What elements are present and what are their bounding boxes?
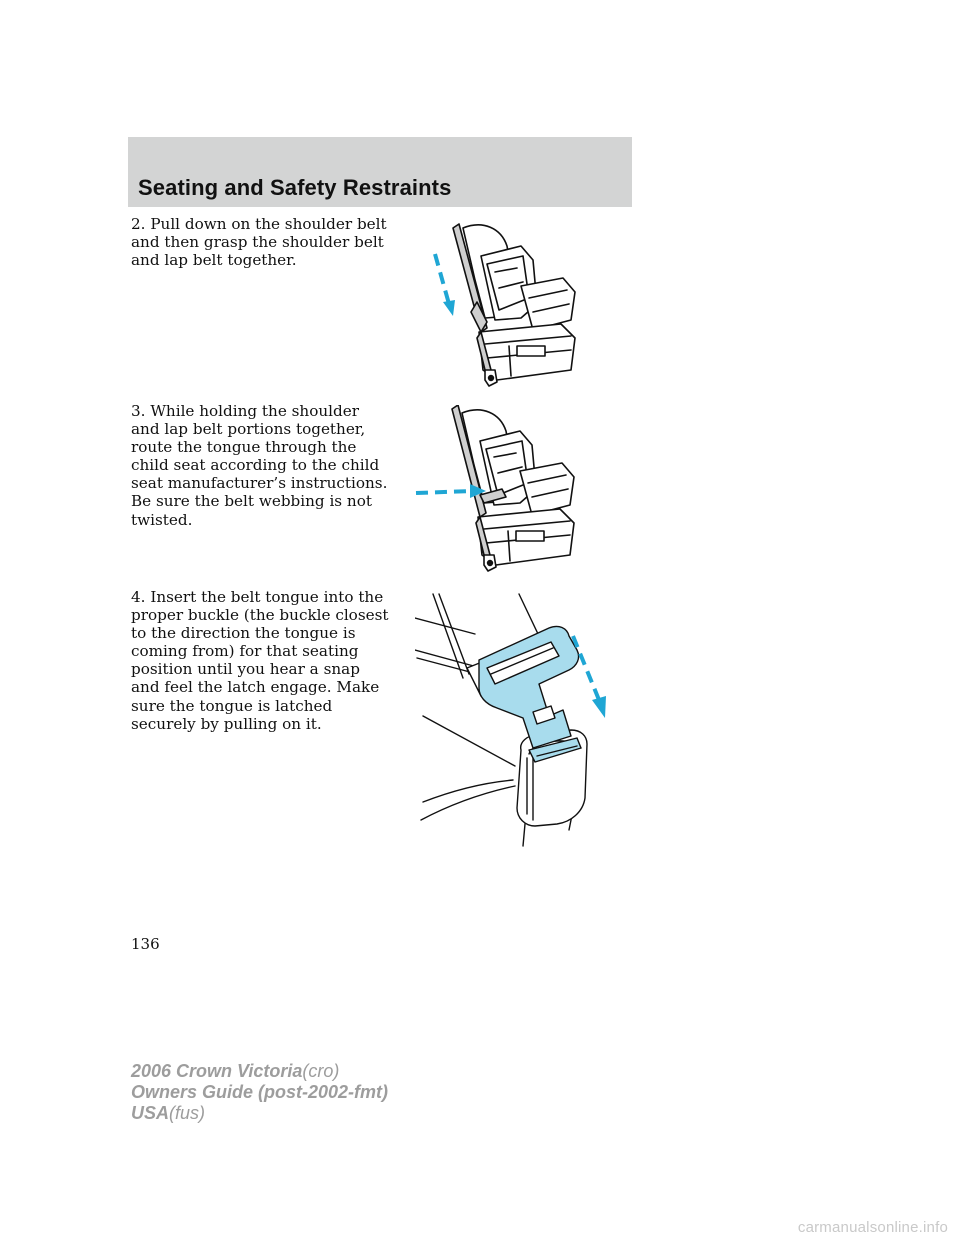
footer-market: USA bbox=[131, 1103, 170, 1123]
section-title: Seating and Safety Restraints bbox=[138, 175, 452, 200]
dashed-arrow-icon bbox=[573, 636, 606, 718]
step-3-text: 3. While holding the shoulder and lap belt portions together, route the tongue through the child seat according to the child seat manufacturer’s instructions. Be sure the belt webbing is not twisted. bbox=[131, 402, 388, 529]
dashed-arrow-icon bbox=[435, 254, 455, 316]
footer-model-code: (cro) bbox=[302, 1061, 340, 1081]
child-seat-pull-belt-illustration bbox=[425, 220, 590, 390]
step-4-text: 4. Insert the belt tongue into the proper buckle (the buckle closest to the direction the tongue is coming from) for that seating position until you hear a snap and feel the latch engage. Make sure the tongue is latched securely by pulling on it. bbox=[131, 588, 389, 733]
child-seat-route-tongue-illustration bbox=[410, 405, 585, 577]
watermark: carmanualsonline.info bbox=[797, 1219, 948, 1236]
page-number: 136 bbox=[131, 935, 160, 953]
footer-guide: Owners Guide (post-2002-fmt) bbox=[131, 1082, 389, 1102]
footer-line-1 bbox=[131, 1061, 511, 1082]
footer-line-2 bbox=[131, 1082, 511, 1103]
belt-tongue-buckle-illustration bbox=[415, 588, 615, 850]
footer-line-3 bbox=[131, 1103, 511, 1124]
step-2-text: 2. Pull down on the shoulder belt and then grasp the shoulder belt and lap belt together. bbox=[131, 215, 387, 270]
footer-model: 2006 Crown Victoria bbox=[131, 1061, 303, 1081]
footer-market-code: (fus) bbox=[169, 1103, 206, 1123]
document-footer bbox=[131, 1061, 511, 1124]
section-header bbox=[128, 137, 632, 207]
